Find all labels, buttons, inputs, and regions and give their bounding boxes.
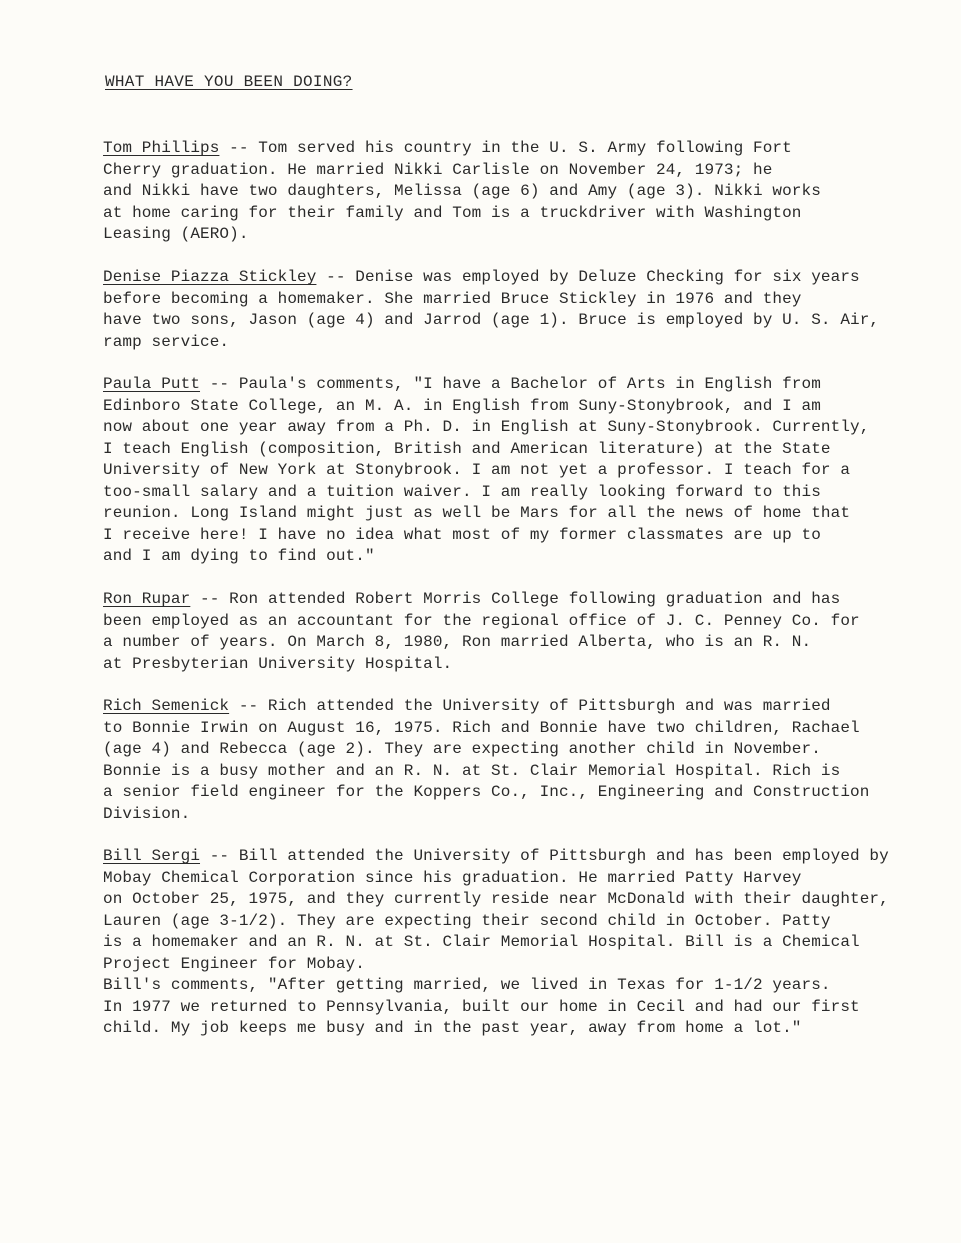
entry-line: I teach English (composition, British and American literature) at the State bbox=[103, 439, 831, 458]
entry-line: Project Engineer for Mobay. bbox=[103, 954, 365, 973]
entry-line: have two sons, Jason (age 4) and Jarrod (age 1). Bruce is employed by U. S. Air, bbox=[103, 311, 880, 329]
entry-line: is a homemaker and an R. N. at St. Clair Memorial Hospital. Bill is a Chemical bbox=[103, 933, 860, 951]
entry-line: on October 25, 1975, and they currently reside near McDonald with their daughter, bbox=[103, 890, 889, 908]
entry-line: Bill's comments, "After getting married, we lived in Texas for 1-1/2 years. bbox=[103, 976, 831, 994]
entry-line: Bonnie is a busy mother and an R. N. at St. Clair Memorial Hospital. Rich is bbox=[103, 761, 841, 780]
entry-line: a number of years. On March 8, 1980, Ron married Alberta, who is an R. N. bbox=[103, 633, 812, 651]
entry-paragraph bbox=[103, 267, 923, 353]
entry-line: I receive here! I have no idea what most of my former classmates are up to bbox=[103, 525, 821, 544]
classmate-name: Rich Semenick bbox=[103, 697, 230, 715]
entry-line bbox=[103, 589, 923, 611]
entry-line bbox=[103, 138, 923, 160]
entry-line: before becoming a homemaker. She married Bruce Stickley in 1976 and they bbox=[103, 289, 802, 308]
entry-line: Lauren (age 3-1/2). They are expecting their second child in October. Patty bbox=[103, 911, 831, 930]
entry-line: Mobay Chemical Corporation since his graduation. He married Patty Harvey bbox=[103, 868, 802, 887]
entry-line: a senior field engineer for the Koppers Co., Inc., Engineering and Construction bbox=[103, 783, 870, 801]
classmate-name: Tom Phillips bbox=[103, 139, 220, 157]
entry-line: and I am dying to find out." bbox=[103, 547, 375, 565]
entry-paragraph bbox=[103, 374, 923, 568]
entry-line: In 1977 we returned to Pennsylvania, built our home in Cecil and had our first bbox=[103, 997, 860, 1016]
entry-line: and Nikki have two daughters, Melissa (age 6) and Amy (age 3). Nikki works bbox=[103, 182, 821, 200]
entry-paragraph bbox=[103, 589, 923, 675]
entry-text: -- Ron attended Robert Morris College following graduation and has bbox=[190, 590, 841, 608]
classmate-name: Bill Sergi bbox=[103, 847, 201, 865]
entry-line bbox=[103, 267, 923, 289]
classmate-name: Ron Rupar bbox=[103, 590, 191, 608]
entry-paragraph bbox=[103, 138, 923, 246]
entry-line: too-small salary and a tuition waiver. I am really looking forward to this bbox=[103, 482, 821, 501]
entry-line: ramp service. bbox=[103, 332, 230, 351]
entry-line: at home caring for their family and Tom is a truckdriver with Washington bbox=[103, 203, 802, 222]
entry-text: -- Denise was employed by Deluze Checking for six years bbox=[316, 268, 860, 286]
entry-paragraph bbox=[103, 846, 923, 1040]
page-heading: WHAT HAVE YOU BEEN DOING? bbox=[105, 73, 353, 91]
entry-line: to Bonnie Irwin on August 16, 1975. Rich and Bonnie have two children, Rachael bbox=[103, 718, 860, 737]
classmate-name: Paula Putt bbox=[103, 375, 201, 393]
entry-text: -- Rich attended the University of Pittsburgh and was married bbox=[229, 697, 831, 715]
entry-line: now about one year away from a Ph. D. in English at Suny-Stonybrook. Currently, bbox=[103, 418, 870, 436]
entry-paragraph bbox=[103, 696, 923, 825]
entry-text: -- Bill attended the University of Pittsburgh and has been employed by bbox=[200, 847, 889, 865]
entry-line: University of New York at Stonybrook. I am not yet a professor. I teach for a bbox=[103, 461, 851, 479]
entry-line bbox=[103, 846, 923, 868]
entry-text: -- Tom served his country in the U. S. Army following Fort bbox=[219, 139, 792, 157]
entry-line bbox=[103, 374, 923, 396]
entry-line: (age 4) and Rebecca (age 2). They are expecting another child in November. bbox=[103, 740, 821, 758]
entry-line: Cherry graduation. He married Nikki Carlisle on November 24, 1973; he bbox=[103, 160, 773, 179]
entry-line: child. My job keeps me busy and in the past year, away from home a lot." bbox=[103, 1019, 802, 1037]
entry-line: Leasing (AERO). bbox=[103, 225, 249, 243]
entry-text: -- Paula's comments, "I have a Bachelor of Arts in English from bbox=[200, 375, 821, 393]
entry-line: at Presbyterian University Hospital. bbox=[103, 654, 453, 673]
entry-line: Division. bbox=[103, 804, 191, 823]
entry-line: Edinboro State College, an M. A. in English from Suny-Stonybrook, and I am bbox=[103, 396, 821, 415]
classmate-name: Denise Piazza Stickley bbox=[103, 268, 317, 286]
entry-line: been employed as an accountant for the regional office of J. C. Penney Co. for bbox=[103, 611, 860, 630]
entry-line bbox=[103, 696, 923, 718]
entry-line: reunion. Long Island might just as well be Mars for all the news of home that bbox=[103, 504, 851, 522]
